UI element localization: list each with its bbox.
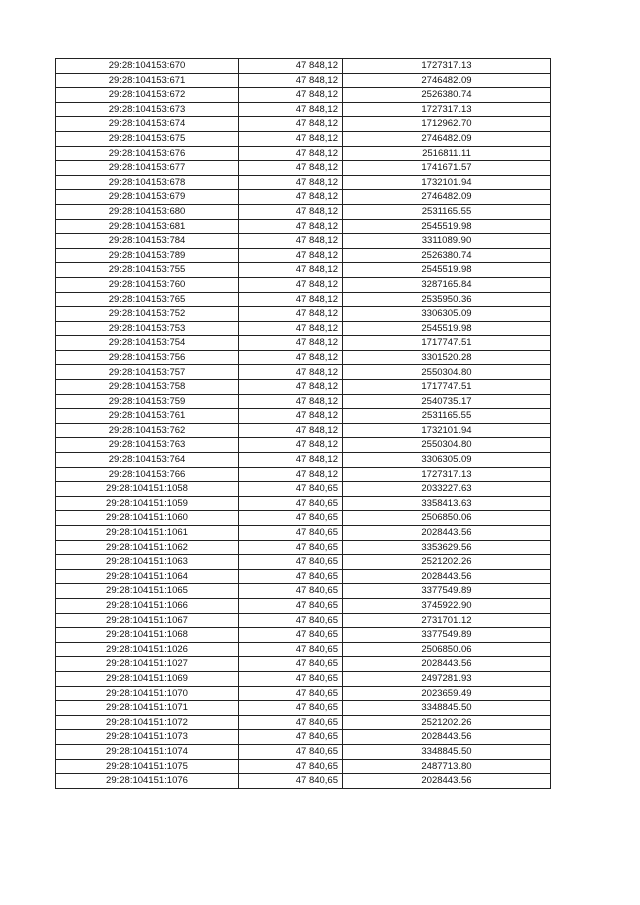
cadastral-value-cell: 2531165.55: [343, 409, 551, 424]
area-cell: 47 840,65: [239, 628, 343, 643]
cadastral-number-cell: 29:28:104153:678: [56, 175, 239, 190]
table-row: [56, 190, 551, 205]
cadastral-number-cell: 29:28:104153:764: [56, 453, 239, 468]
cadastral-number-cell: 29:28:104153:672: [56, 88, 239, 103]
cadastral-value-cell: 1741671.57: [343, 161, 551, 176]
cadastral-number-cell: 29:28:104153:673: [56, 102, 239, 117]
table-row: [56, 88, 551, 103]
cadastral-number-cell: 29:28:104151:1064: [56, 569, 239, 584]
cadastral-value-cell: 3306305.09: [343, 453, 551, 468]
cadastral-value-cell: 2746482.09: [343, 190, 551, 205]
table-row: [56, 146, 551, 161]
area-cell: 47 848,12: [239, 380, 343, 395]
cadastral-value-cell: 2535950.36: [343, 292, 551, 307]
cadastral-number-cell: 29:28:104151:1061: [56, 526, 239, 541]
area-cell: 47 840,65: [239, 774, 343, 789]
area-cell: 47 840,65: [239, 511, 343, 526]
table-row: [56, 642, 551, 657]
cadastral-value-cell: 3745922.90: [343, 598, 551, 613]
cadastral-value-cell: 2746482.09: [343, 131, 551, 146]
table-row: [56, 482, 551, 497]
table-row: [56, 175, 551, 190]
cadastral-number-cell: 29:28:104153:759: [56, 394, 239, 409]
cadastral-number-cell: 29:28:104153:763: [56, 438, 239, 453]
table-row: [56, 438, 551, 453]
cadastral-value-cell: 2746482.09: [343, 73, 551, 88]
cadastral-value-cell: 3348845.50: [343, 701, 551, 716]
cadastral-number-cell: 29:28:104153:757: [56, 365, 239, 380]
table-row: [56, 526, 551, 541]
cadastral-value-cell: 1727317.13: [343, 102, 551, 117]
area-cell: 47 840,65: [239, 526, 343, 541]
table-row: [56, 350, 551, 365]
cadastral-number-cell: 29:28:104153:681: [56, 219, 239, 234]
area-cell: 47 848,12: [239, 321, 343, 336]
area-cell: 47 840,65: [239, 482, 343, 497]
cadastral-value-cell: 3301520.28: [343, 350, 551, 365]
table-row: [56, 409, 551, 424]
area-cell: 47 848,12: [239, 467, 343, 482]
table-row: [56, 759, 551, 774]
area-cell: 47 848,12: [239, 292, 343, 307]
cadastral-number-cell: 29:28:104153:761: [56, 409, 239, 424]
table-row: [56, 569, 551, 584]
cadastral-number-cell: 29:28:104151:1070: [56, 686, 239, 701]
table-row: [56, 496, 551, 511]
area-cell: 47 848,12: [239, 117, 343, 132]
cadastral-value-cell: 1732101.94: [343, 423, 551, 438]
cadastral-number-cell: 29:28:104151:1075: [56, 759, 239, 774]
table-row: [56, 584, 551, 599]
cadastral-value-cell: 2531165.55: [343, 204, 551, 219]
area-cell: 47 840,65: [239, 701, 343, 716]
cadastral-number-cell: 29:28:104153:671: [56, 73, 239, 88]
table-row: [56, 613, 551, 628]
cadastral-number-cell: 29:28:104151:1065: [56, 584, 239, 599]
cadastral-number-cell: 29:28:104151:1058: [56, 482, 239, 497]
cadastral-number-cell: 29:28:104151:1071: [56, 701, 239, 716]
area-cell: 47 848,12: [239, 161, 343, 176]
table-row: [56, 219, 551, 234]
table-row: [56, 671, 551, 686]
cadastral-number-cell: 29:28:104153:674: [56, 117, 239, 132]
table-row: [56, 598, 551, 613]
table-row: [56, 204, 551, 219]
area-cell: 47 840,65: [239, 686, 343, 701]
table-row: [56, 394, 551, 409]
cadastral-number-cell: 29:28:104151:1076: [56, 774, 239, 789]
cadastral-number-cell: 29:28:104151:1026: [56, 642, 239, 657]
table-row: [56, 701, 551, 716]
cadastral-value-cell: 1717747.51: [343, 336, 551, 351]
area-cell: 47 848,12: [239, 307, 343, 322]
cadastral-value-cell: 3353629.56: [343, 540, 551, 555]
area-cell: 47 848,12: [239, 204, 343, 219]
area-cell: 47 840,65: [239, 569, 343, 584]
cadastral-value-cell: 2028443.56: [343, 657, 551, 672]
area-cell: 47 848,12: [239, 146, 343, 161]
cadastral-number-cell: 29:28:104151:1067: [56, 613, 239, 628]
cadastral-value-cell: 1727317.13: [343, 467, 551, 482]
area-cell: 47 840,65: [239, 715, 343, 730]
area-cell: 47 848,12: [239, 102, 343, 117]
area-cell: 47 848,12: [239, 423, 343, 438]
table-row: [56, 73, 551, 88]
area-cell: 47 848,12: [239, 350, 343, 365]
cadastral-value-cell: 3287165.84: [343, 277, 551, 292]
table-row: [56, 423, 551, 438]
cadastral-number-cell: 29:28:104151:1060: [56, 511, 239, 526]
cadastral-number-cell: 29:28:104151:1027: [56, 657, 239, 672]
cadastral-value-cell: 1712962.70: [343, 117, 551, 132]
table-row: [56, 380, 551, 395]
cadastral-value-cell: 1727317.13: [343, 59, 551, 74]
area-cell: 47 848,12: [239, 73, 343, 88]
area-cell: 47 848,12: [239, 59, 343, 74]
cadastral-number-cell: 29:28:104151:1062: [56, 540, 239, 555]
table-row: [56, 715, 551, 730]
cadastral-value-cell: 3377549.89: [343, 584, 551, 599]
cadastral-value-table: [55, 58, 551, 789]
cadastral-number-cell: 29:28:104153:760: [56, 277, 239, 292]
table-row: [56, 161, 551, 176]
cadastral-value-cell: 2516811.11: [343, 146, 551, 161]
cadastral-number-cell: 29:28:104151:1068: [56, 628, 239, 643]
area-cell: 47 848,12: [239, 219, 343, 234]
cadastral-number-cell: 29:28:104153:784: [56, 234, 239, 249]
area-cell: 47 848,12: [239, 394, 343, 409]
area-cell: 47 848,12: [239, 336, 343, 351]
cadastral-number-cell: 29:28:104153:670: [56, 59, 239, 74]
cadastral-number-cell: 29:28:104151:1063: [56, 555, 239, 570]
cadastral-number-cell: 29:28:104153:789: [56, 248, 239, 263]
table-row: [56, 263, 551, 278]
cadastral-value-cell: 2028443.56: [343, 569, 551, 584]
cadastral-value-cell: 2521202.26: [343, 555, 551, 570]
area-cell: 47 848,12: [239, 365, 343, 380]
area-cell: 47 848,12: [239, 438, 343, 453]
cadastral-number-cell: 29:28:104151:1074: [56, 744, 239, 759]
cadastral-number-cell: 29:28:104153:679: [56, 190, 239, 205]
cadastral-number-cell: 29:28:104153:676: [56, 146, 239, 161]
cadastral-number-cell: 29:28:104153:753: [56, 321, 239, 336]
area-cell: 47 840,65: [239, 496, 343, 511]
cadastral-value-cell: 2550304.80: [343, 438, 551, 453]
area-cell: 47 840,65: [239, 584, 343, 599]
area-cell: 47 840,65: [239, 744, 343, 759]
area-cell: 47 848,12: [239, 131, 343, 146]
cadastral-value-cell: 1732101.94: [343, 175, 551, 190]
table-row: [56, 292, 551, 307]
cadastral-number-cell: 29:28:104153:754: [56, 336, 239, 351]
cadastral-number-cell: 29:28:104153:680: [56, 204, 239, 219]
cadastral-value-cell: 2506850.06: [343, 642, 551, 657]
cadastral-value-cell: 2526380.74: [343, 88, 551, 103]
area-cell: 47 848,12: [239, 453, 343, 468]
cadastral-value-cell: 3358413.63: [343, 496, 551, 511]
cadastral-number-cell: 29:28:104153:677: [56, 161, 239, 176]
cadastral-number-cell: 29:28:104153:752: [56, 307, 239, 322]
cadastral-number-cell: 29:28:104151:1072: [56, 715, 239, 730]
table-row: [56, 234, 551, 249]
area-cell: 47 848,12: [239, 248, 343, 263]
area-cell: 47 840,65: [239, 657, 343, 672]
table-row: [56, 117, 551, 132]
area-cell: 47 848,12: [239, 175, 343, 190]
cadastral-value-cell: 2545519.98: [343, 321, 551, 336]
cadastral-number-cell: 29:28:104153:758: [56, 380, 239, 395]
cadastral-number-cell: 29:28:104153:762: [56, 423, 239, 438]
area-cell: 47 848,12: [239, 277, 343, 292]
cadastral-value-cell: 3311089.90: [343, 234, 551, 249]
table-row: [56, 59, 551, 74]
cadastral-value-cell: 2033227.63: [343, 482, 551, 497]
table-row: [56, 555, 551, 570]
cadastral-number-cell: 29:28:104153:765: [56, 292, 239, 307]
table-row: [56, 540, 551, 555]
table-row: [56, 774, 551, 789]
area-cell: 47 840,65: [239, 642, 343, 657]
cadastral-value-cell: 2545519.98: [343, 263, 551, 278]
cadastral-number-cell: 29:28:104151:1059: [56, 496, 239, 511]
area-cell: 47 840,65: [239, 671, 343, 686]
table-row: [56, 336, 551, 351]
cadastral-value-cell: 2731701.12: [343, 613, 551, 628]
cadastral-value-cell: 2545519.98: [343, 219, 551, 234]
cadastral-value-cell: 2540735.17: [343, 394, 551, 409]
area-cell: 47 840,65: [239, 540, 343, 555]
cadastral-value-cell: 2023659.49: [343, 686, 551, 701]
cadastral-value-cell: 3306305.09: [343, 307, 551, 322]
table-row: [56, 628, 551, 643]
cadastral-value-cell: 2028443.56: [343, 730, 551, 745]
cadastral-value-cell: 2497281.93: [343, 671, 551, 686]
area-cell: 47 840,65: [239, 555, 343, 570]
table-row: [56, 686, 551, 701]
area-cell: 47 848,12: [239, 409, 343, 424]
area-cell: 47 840,65: [239, 613, 343, 628]
area-cell: 47 848,12: [239, 190, 343, 205]
cadastral-number-cell: 29:28:104153:756: [56, 350, 239, 365]
area-cell: 47 840,65: [239, 598, 343, 613]
cadastral-number-cell: 29:28:104153:755: [56, 263, 239, 278]
table-row: [56, 321, 551, 336]
cadastral-number-cell: 29:28:104153:675: [56, 131, 239, 146]
cadastral-value-cell: 1717747.51: [343, 380, 551, 395]
cadastral-number-cell: 29:28:104151:1073: [56, 730, 239, 745]
table-row: [56, 307, 551, 322]
cadastral-value-cell: 2487713.80: [343, 759, 551, 774]
cadastral-value-cell: 2550304.80: [343, 365, 551, 380]
table-row: [56, 744, 551, 759]
area-cell: 47 840,65: [239, 730, 343, 745]
table-row: [56, 467, 551, 482]
area-cell: 47 848,12: [239, 88, 343, 103]
table-row: [56, 131, 551, 146]
table-row: [56, 277, 551, 292]
cadastral-value-cell: 2028443.56: [343, 526, 551, 541]
cadastral-value-cell: 2506850.06: [343, 511, 551, 526]
table-body: [56, 59, 551, 789]
cadastral-value-cell: 3377549.89: [343, 628, 551, 643]
cadastral-value-cell: 2521202.26: [343, 715, 551, 730]
table-row: [56, 248, 551, 263]
table-row: [56, 657, 551, 672]
table-row: [56, 453, 551, 468]
table-row: [56, 365, 551, 380]
cadastral-number-cell: 29:28:104153:766: [56, 467, 239, 482]
area-cell: 47 848,12: [239, 234, 343, 249]
cadastral-value-cell: 2028443.56: [343, 774, 551, 789]
table-row: [56, 730, 551, 745]
cadastral-number-cell: 29:28:104151:1066: [56, 598, 239, 613]
table-row: [56, 102, 551, 117]
area-cell: 47 840,65: [239, 759, 343, 774]
cadastral-value-cell: 2526380.74: [343, 248, 551, 263]
cadastral-number-cell: 29:28:104151:1069: [56, 671, 239, 686]
area-cell: 47 848,12: [239, 263, 343, 278]
cadastral-value-cell: 3348845.50: [343, 744, 551, 759]
table-row: [56, 511, 551, 526]
